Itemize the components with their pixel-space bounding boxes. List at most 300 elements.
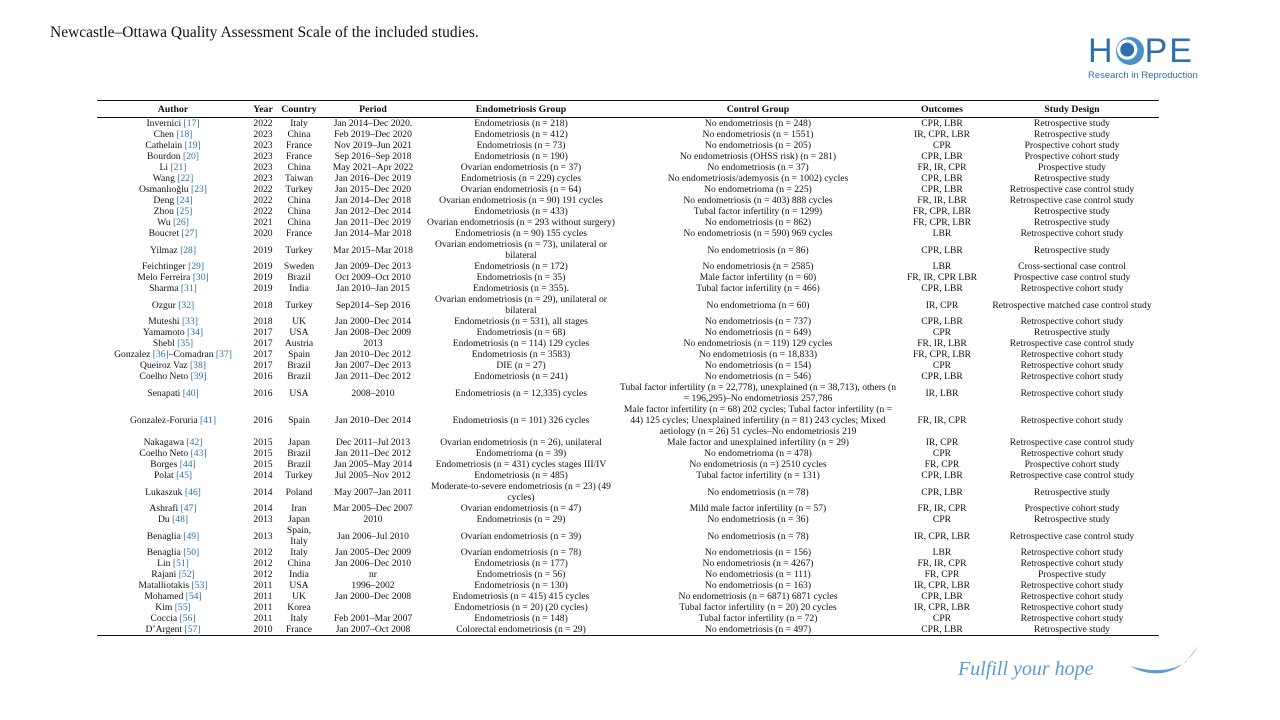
study-design-cell: Retrospective cohort study (1020, 415, 1124, 426)
period-cell: Jan 2012–Dec 2014 (334, 206, 412, 217)
country-cell: Turkey (285, 299, 313, 311)
endometriosis-group-cell: Endometriosis (n = 433) (474, 206, 568, 217)
country-cell: France (285, 151, 313, 162)
endometriosis-group-cell: Endometriosis (n = 431) cycles stages III/IV (435, 459, 607, 470)
period-cell: Jan 2010–Dec 2014 (334, 415, 412, 426)
period-cell: 1996–2002 (351, 580, 395, 591)
period-cell: Jan 2007–Dec 2013 (334, 360, 412, 371)
control-group-cell: Tubal factor infertility (n = 466) (696, 283, 820, 294)
author-cell (97, 206, 249, 217)
control-group-cell: Male factor and unexplained infertility (n = 29) (666, 437, 850, 448)
control-group-cell: No endometriosis (n = 737) (704, 316, 812, 327)
header-endometriosis-group: Endometriosis Group (425, 101, 617, 118)
year-cell: 2020 (253, 228, 273, 239)
reference-link[interactable]: [18] (176, 129, 193, 140)
author-name: Mohamed (144, 591, 184, 602)
period-cell: Jul 2005–Nov 2012 (335, 470, 411, 481)
country-cell: USA (289, 580, 309, 591)
country-cell: Taiwan (284, 173, 314, 184)
author-name-suffix: –Comadran (168, 349, 214, 360)
table-body (97, 118, 1159, 636)
endometriosis-group-cell: Endometriosis (n = 3583) (471, 349, 571, 360)
endometriosis-group-cell: Endometriosis (n = 229) cycles (461, 173, 581, 184)
reference-link[interactable]: [30] (192, 272, 209, 283)
reference-link[interactable]: [42] (186, 437, 203, 448)
control-group-cell: No endometriosis (n = 111) (705, 569, 811, 580)
reference-link[interactable]: [56] (179, 613, 196, 624)
year-cell: 2011 (253, 613, 273, 624)
outcomes-cell: CPR, LBR (921, 591, 963, 602)
reference-link[interactable]: [19] (184, 140, 201, 151)
reference-link[interactable]: [35] (177, 338, 194, 349)
period-cell: Jan 2014–Mar 2018 (334, 228, 412, 239)
outcomes-cell: CPR, LBR (921, 486, 963, 498)
endometriosis-group-cell: Endometriosis (n = 29) (476, 514, 566, 525)
reference-link[interactable]: [29] (188, 261, 205, 272)
author-name: Benaglia (146, 547, 181, 558)
year-cell: 2023 (253, 140, 273, 151)
reference-link[interactable]: [31] (180, 283, 197, 294)
table-row (97, 228, 1159, 239)
control-group-cell: No endometriosis (n = 156) (704, 547, 812, 558)
endometriosis-group-cell: Endometrioma (n = 39) (475, 448, 567, 459)
tagline: Fulfill your hope (958, 658, 1094, 680)
period-cell: 2008–2010 (351, 387, 395, 399)
endometriosis-group-cell: Ovarian endometriosis (n = 29), unilateral or bilateral (435, 294, 607, 316)
reference-link[interactable]: [55] (174, 602, 191, 613)
author-cell (97, 404, 249, 437)
outcomes-cell: IR, CPR, LBR (914, 602, 970, 613)
author-name: Cathelain (145, 140, 183, 151)
table-row (97, 206, 1159, 217)
year-cell: 2016 (253, 371, 273, 382)
period-cell: 2010 (363, 514, 383, 525)
reference-link[interactable]: [28] (180, 244, 197, 256)
author-cell (97, 558, 249, 569)
author-name: Wang (152, 173, 175, 184)
year-cell: 2016 (253, 415, 273, 426)
study-design-cell: Retrospective cohort study (1020, 558, 1124, 569)
period-cell: Jan 2005–May 2014 (333, 459, 413, 470)
study-design-cell: Cross-sectional case control (1018, 261, 1126, 272)
year-cell: 2017 (253, 327, 273, 338)
reference-link[interactable]: [52] (178, 569, 195, 580)
reference-link[interactable]: [47] (180, 503, 197, 514)
author-name: Feichtinger (141, 261, 186, 272)
endometriosis-group-cell: Endometriosis (n = 148) (474, 613, 568, 624)
table-row (97, 217, 1159, 228)
reference-link[interactable]: [25] (176, 206, 193, 217)
outcomes-cell: FR, CPR, LBR (912, 349, 972, 360)
country-cell: Turkey (285, 184, 313, 195)
period-cell: Feb 2019–Dec 2020 (334, 129, 412, 140)
year-cell: 2017 (253, 349, 273, 360)
endometriosis-group-cell: Ovarian endometriosis (n = 39) (460, 530, 582, 542)
author-cell (97, 437, 249, 448)
study-design-cell: Retrospective cohort study (1020, 580, 1124, 591)
control-group-cell: No endometriosis (OHSS risk) (n = 281) (679, 151, 837, 162)
header-country: Country (277, 101, 321, 118)
control-group-cell: No endometriosis (n = 649) (704, 327, 812, 338)
year-cell: 2018 (253, 299, 273, 311)
endometriosis-group-cell: Endometriosis (n = 114) 129 cycles (452, 338, 590, 349)
year-cell: 2011 (253, 602, 273, 613)
author-name: Melo Ferreira (137, 272, 191, 283)
author-cell (97, 316, 249, 327)
reference-link[interactable]: [21] (170, 162, 187, 173)
country-cell: Spain, Italy (286, 525, 312, 547)
control-group-cell: No endometrioma (n = 225) (704, 184, 812, 195)
reference-link[interactable]: [39] (190, 371, 207, 382)
period-cell: Dec 2011–Jul 2013 (335, 437, 411, 448)
table-row (97, 239, 1159, 261)
country-cell: Brazil (287, 459, 311, 470)
header-outcomes: Outcomes (899, 101, 985, 118)
reference-link[interactable]: [22] (177, 173, 194, 184)
study-design-cell: Retrospective cohort study (1020, 448, 1124, 459)
table-row (97, 129, 1159, 140)
reference-link[interactable]: [46] (184, 486, 201, 498)
country-cell: Korea (287, 602, 311, 613)
table-row (97, 624, 1159, 636)
endometriosis-group-cell: Colorectal endometriosis (n = 29) (425, 624, 617, 636)
author-cell (97, 184, 249, 195)
control-group-cell: Mild male factor infertility (n = 57) (689, 503, 827, 514)
endometriosis-group-cell: Endometriosis (n = 101) 326 cycles (452, 415, 590, 426)
author-cell (97, 360, 249, 371)
study-design-cell: Retrospective study (1034, 486, 1110, 498)
control-group-cell: No endometriosis (n = 6871) 6871 cycles (678, 591, 838, 602)
author-cell (97, 228, 249, 239)
study-design-cell: Prospective cohort study (1024, 140, 1120, 151)
author-name: Muteshi (148, 316, 180, 327)
control-group-cell: No endometriosis (n = 36) (707, 514, 809, 525)
table-row (97, 261, 1159, 272)
control-group-cell: No endometrioma (n = 60) (706, 299, 810, 311)
country-cell: China (287, 217, 311, 228)
author-name: Matalliotakis (138, 580, 190, 591)
table-row (97, 140, 1159, 151)
study-design-cell: Retrospective case control study (1009, 195, 1135, 206)
year-cell: 2015 (253, 459, 273, 470)
outcomes-cell: IR, LBR (925, 387, 959, 399)
table-row (97, 162, 1159, 173)
control-group-cell: No endometriosis (n = 154) (704, 360, 812, 371)
table-row (97, 481, 1159, 503)
year-cell: 2023 (253, 162, 273, 173)
author-cell (97, 173, 249, 184)
period-cell: Jan 2011–Dec 2012 (335, 371, 411, 382)
endometriosis-group-cell: Endometriosis (n = 172) (474, 261, 568, 272)
endometriosis-group-cell: Moderate-to-severe endometriosis (n = 23) (49 cycles) (431, 481, 611, 503)
country-cell: Brazil (287, 360, 311, 371)
author-cell (97, 283, 249, 294)
period-cell: May 2021–Apr 2022 (332, 162, 414, 173)
control-group-cell: Tubal factor infertility (n = 22,778), unexplained (n = 38,713), others (n = 196,295)–No endometriosis 257,786 (619, 382, 897, 404)
table-row (97, 173, 1159, 184)
author-name: Ashrafi (149, 503, 179, 514)
country-cell: Brazil (287, 371, 311, 382)
author-name: Coelho Neto (139, 371, 189, 382)
endometriosis-group-cell: Endometriosis (n = 415) 415 cycles (452, 591, 590, 602)
table-row (97, 569, 1159, 580)
reference-link[interactable]: [24] (176, 195, 193, 206)
outcomes-cell: CPR (932, 514, 952, 525)
endometriosis-group-cell: Ovarian endometriosis (n = 90) 191 cycles (439, 195, 603, 206)
study-design-cell: Prospective study (1038, 162, 1106, 173)
endometriosis-group-cell: Ovarian endometriosis (n = 293 without surgery) (426, 217, 615, 228)
year-cell: 2010 (249, 624, 277, 636)
author-name: Osmanlıoğlu (139, 184, 189, 195)
quality-assessment-table-wrapper (97, 100, 1159, 636)
outcomes-cell: CPR, LBR (921, 244, 963, 256)
author-cell (97, 239, 249, 261)
control-group-cell: No endometriosis (n = 248) (704, 118, 812, 129)
reference-link[interactable]: [50] (183, 547, 200, 558)
reference-link[interactable]: [53] (191, 580, 208, 591)
study-design-cell: Retrospective study (1034, 173, 1110, 184)
reference-link[interactable]: [48] (172, 514, 189, 525)
control-group-cell: No endometriosis (n = 546) (704, 371, 812, 382)
outcomes-cell: CPR, LBR (921, 470, 963, 481)
endometriosis-group-cell: Endometriosis (n = 218) (474, 118, 568, 129)
country-cell: USA (289, 387, 309, 399)
quality-assessment-table (97, 100, 1159, 636)
study-design-cell: Retrospective cohort study (1020, 360, 1124, 371)
study-design-cell: Prospective study (1038, 569, 1106, 580)
logo-subtitle: Research in Reproduction (1088, 70, 1198, 81)
endometriosis-group-cell: Ovarian endometriosis (n = 47) (460, 503, 582, 514)
table-row (97, 613, 1159, 624)
author-cell (97, 129, 249, 140)
study-design-cell: Retrospective case control study (1009, 530, 1135, 542)
outcomes-cell: CPR, LBR (921, 118, 963, 129)
outcomes-cell: FR, CPR (924, 569, 960, 580)
year-cell: 2015 (253, 448, 273, 459)
author-cell (97, 217, 249, 228)
study-design-cell: Retrospective cohort study (1020, 316, 1124, 327)
country-cell: Japan (288, 437, 310, 448)
period-cell: Jan 2016–Dec 2019 (334, 173, 412, 184)
study-design-cell: Retrospective study (1034, 206, 1110, 217)
study-design-cell: Retrospective case control study (1009, 184, 1135, 195)
author-name: Deng (153, 195, 175, 206)
endometriosis-group-cell: Ovarian endometriosis (n = 37) (460, 162, 582, 173)
study-design-cell: Retrospective cohort study (1020, 228, 1124, 239)
country-cell: China (287, 162, 311, 173)
year-cell: 2023 (253, 129, 273, 140)
outcomes-cell: CPR, LBR (921, 151, 963, 162)
reference-link[interactable]: [26] (172, 217, 189, 228)
study-design-cell: Retrospective study (985, 624, 1159, 636)
year-cell: 2022 (253, 206, 273, 217)
control-group-cell: No endometriosis (n = 163) (704, 580, 812, 591)
control-group-cell: No endometriosis (n = 78) (707, 486, 809, 498)
author-name: Ozgur (151, 299, 176, 311)
control-group-cell: No endometriosis (n = 205) (704, 140, 812, 151)
year-cell: 2012 (253, 547, 273, 558)
year-cell: 2022 (253, 184, 273, 195)
author-cell (97, 448, 249, 459)
reference-link[interactable]: [34] (187, 327, 204, 338)
author-cell (97, 382, 249, 404)
country-cell: China (287, 558, 311, 569)
study-design-cell: Retrospective cohort study (1020, 602, 1124, 613)
author-cell (97, 272, 249, 283)
period-cell: Jan 2008–Dec 2009 (334, 327, 412, 338)
endometriosis-group-cell: Endometriosis (n = 190) (474, 151, 568, 162)
period-cell: Jan 2007–Oct 2008 (321, 624, 425, 636)
period-cell: Mar 2015–Mar 2018 (333, 244, 413, 256)
table-row (97, 602, 1159, 613)
reference-link[interactable]: [38] (189, 360, 206, 371)
period-cell: Sep2014–Sep 2016 (335, 299, 411, 311)
reference-link[interactable]: [40] (182, 387, 199, 399)
period-cell: Mar 2005–Dec 2007 (333, 503, 413, 514)
country-cell: Italy (290, 118, 308, 129)
author-name: Wu (157, 217, 171, 228)
table-row (97, 580, 1159, 591)
year-cell: 2019 (253, 272, 273, 283)
study-design-cell: Retrospective study (1034, 118, 1110, 129)
country-cell: Sweden (283, 261, 315, 272)
reference-link[interactable]: [32] (178, 299, 195, 311)
year-cell: 2019 (253, 261, 273, 272)
period-cell: Jan 2011–Dec 2012 (335, 448, 411, 459)
author-cell (97, 140, 249, 151)
endometriosis-group-cell: Endometriosis (n = 130) (474, 580, 568, 591)
reference-link[interactable]: [41] (200, 415, 217, 426)
author-name: Yilmaz (149, 244, 178, 256)
author-cell (97, 327, 249, 338)
author-cell (97, 195, 249, 206)
reference-link[interactable]: [17] (183, 118, 200, 129)
table-row (97, 470, 1159, 481)
table-row (97, 514, 1159, 525)
reference-link[interactable]: [44] (179, 459, 196, 470)
table-row (97, 360, 1159, 371)
table-row (97, 151, 1159, 162)
endometriosis-group-cell: Endometriosis (n = 12,335) cycles (455, 387, 587, 399)
endometriosis-group-cell: Ovarian endometriosis (n = 73), unilateral or bilateral (435, 239, 607, 261)
endometriosis-group-cell: Endometriosis (n = 485) (474, 470, 568, 481)
country-cell: Iran (291, 503, 307, 514)
reference-link[interactable]: [54] (185, 591, 202, 602)
period-cell: Jan 2010–Jan 2015 (336, 283, 410, 294)
reference-link[interactable]: [36] (152, 349, 169, 360)
author-name: Gonzalez-Foruria (129, 415, 198, 426)
year-cell: 2017 (253, 360, 273, 371)
period-cell: Jan 2005–Dec 2009 (334, 547, 412, 558)
outcomes-cell: FR, CPR, LBR (912, 206, 972, 217)
control-group-cell: No endometriosis (n = 4267) (702, 558, 814, 569)
endometriosis-group-cell: Endometriosis (n = 241) (474, 371, 568, 382)
country-cell: Italy (290, 613, 308, 624)
author-cell (97, 613, 249, 624)
reference-link[interactable]: [49] (183, 530, 200, 542)
author-cell (97, 591, 249, 602)
study-design-cell: Retrospective case control study (1009, 470, 1135, 481)
control-group-cell: No endometriosis (n = 18,833) (698, 349, 818, 360)
outcomes-cell: FR, IR, LBR (917, 195, 967, 206)
year-cell: 2022 (253, 118, 273, 129)
country-cell: China (287, 206, 311, 217)
year-cell: 2023 (253, 151, 273, 162)
period-cell: Jan 2010–Dec 2012 (334, 349, 412, 360)
study-design-cell: Retrospective cohort study (1020, 371, 1124, 382)
year-cell: 2023 (253, 173, 273, 184)
page-title: Newcastle–Ottawa Quality Assessment Scale of the included studies. (50, 24, 479, 41)
author-name: Polat (153, 470, 174, 481)
reference-link[interactable]: [51] (172, 558, 189, 569)
author-cell (97, 151, 249, 162)
period-cell: Jan 2000–Dec 2008 (334, 591, 412, 602)
period-cell: Sep 2016–Sep 2018 (334, 151, 412, 162)
reference-link[interactable]: [57] (184, 624, 201, 635)
control-group-cell: Tubal factor infertility (n = 72) (698, 613, 818, 624)
eye-icon (1116, 37, 1144, 65)
control-group-cell: No endometriosis (n = 862) (704, 217, 812, 228)
country-cell: India (289, 569, 309, 580)
author-name: Benaglia (146, 530, 181, 542)
control-group-cell: No endometrioma (n = 478) (704, 448, 812, 459)
outcomes-cell: CPR, LBR (921, 316, 963, 327)
country-cell: UK (292, 316, 306, 327)
reference-link[interactable]: [33] (181, 316, 198, 327)
author-cell (97, 459, 249, 470)
period-cell: 2013 (363, 338, 383, 349)
endometriosis-group-cell: Endometriosis (n = 35) (476, 272, 566, 283)
endometriosis-group-cell: Endometriosis (n = 68) (476, 327, 566, 338)
study-design-cell: Retrospective study (1034, 327, 1110, 338)
endometriosis-group-cell: Ovarian endometriosis (n = 78) (460, 547, 582, 558)
outcomes-cell: FR, IR, CPR (917, 558, 967, 569)
period-cell: Jan 2014–Dec 2020. (333, 118, 413, 129)
country-cell: Brazil (287, 448, 311, 459)
table-row (97, 349, 1159, 360)
outcomes-cell: FR, CPR (924, 459, 960, 470)
reference-link[interactable]: [37] (215, 349, 232, 360)
author-name: Gonzalez (114, 349, 151, 360)
author-name: Borges (150, 459, 178, 470)
year-cell: 2021 (253, 217, 273, 228)
reference-link[interactable]: [43] (190, 448, 207, 459)
country-cell: France (285, 228, 313, 239)
period-cell: Jan 2014–Dec 2018 (334, 195, 412, 206)
period-cell: Oct 2009–Oct 2010 (335, 272, 411, 283)
author-name: Sharma (149, 283, 179, 294)
outcomes-cell: CPR, LBR (899, 624, 985, 636)
author-name: Shebl (152, 338, 175, 349)
study-design-cell: Prospective case control study (1013, 272, 1131, 283)
outcomes-cell: IR, CPR (925, 437, 959, 448)
year-cell: 2014 (253, 470, 273, 481)
control-group-cell: No endometriosis (n = 1551) (702, 129, 814, 140)
reference-link[interactable]: [27] (181, 228, 198, 239)
reference-link[interactable]: [20] (183, 151, 199, 162)
year-cell: 2015 (253, 437, 273, 448)
reference-link[interactable]: [45] (176, 470, 193, 481)
control-group-cell: Tubal factor infertility (n = 20) 20 cycles (679, 602, 837, 613)
outcomes-cell: LBR (932, 228, 952, 239)
year-cell: 2013 (253, 530, 273, 542)
author-cell (97, 525, 249, 547)
country-cell: China (287, 129, 311, 140)
year-cell: 2019 (253, 283, 273, 294)
reference-link[interactable]: [23] (191, 184, 207, 195)
header-author: Author (97, 101, 249, 118)
author-name: Senapati (147, 387, 181, 399)
